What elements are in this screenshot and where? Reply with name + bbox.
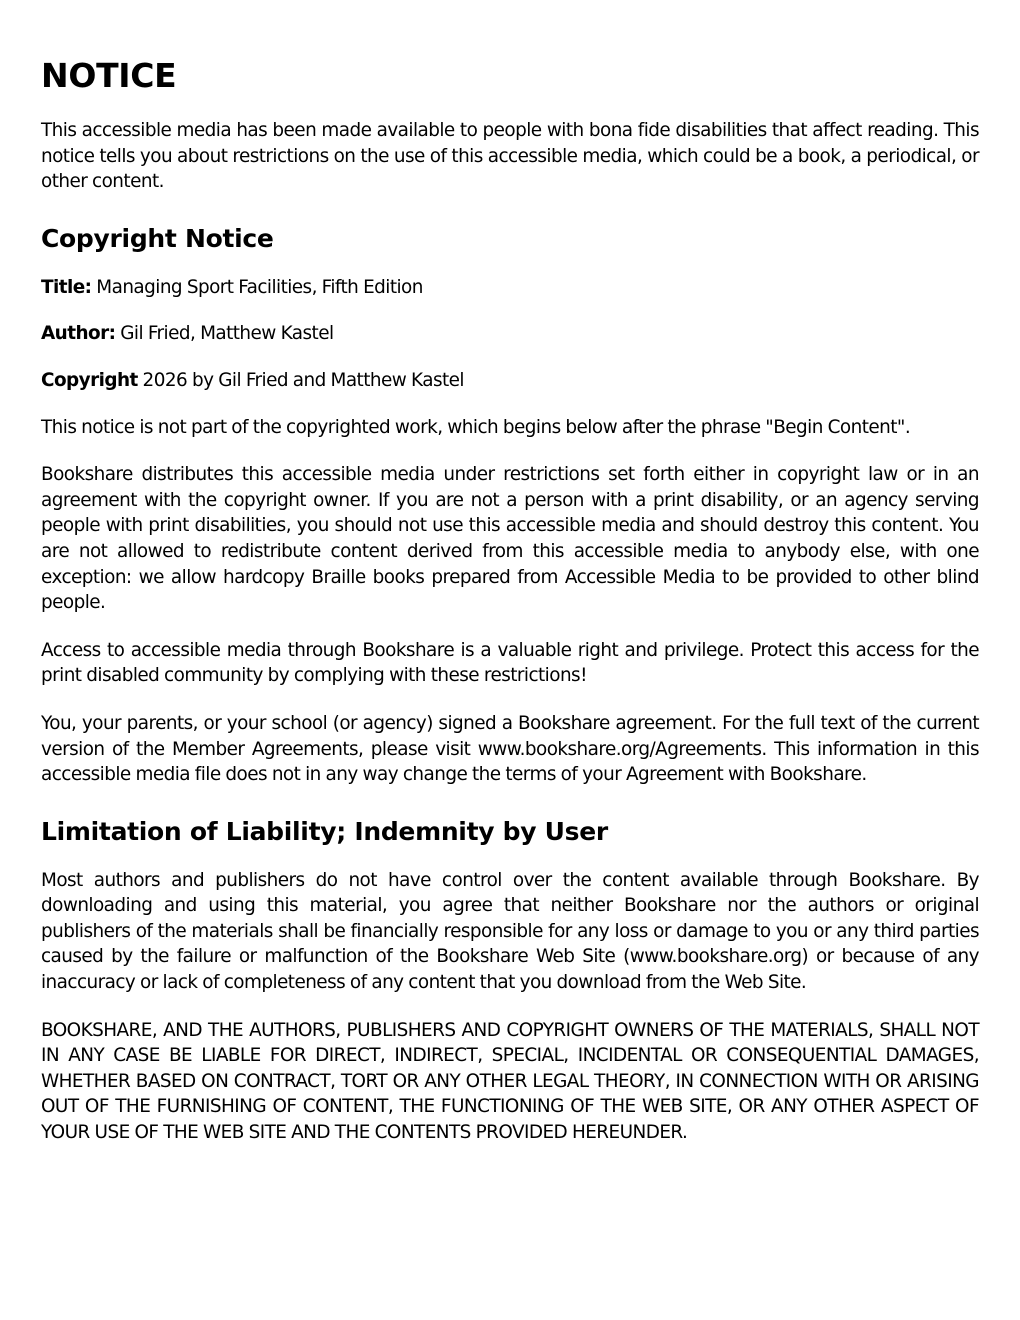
distribution-restrictions-paragraph: Bookshare distributes this accessible media under restrictions set forth either in copyright law or in an agreement with the copyright owner. If you are not a person with a print disability, or an agency serving people with print disabilities, you should not use this accessible media and should destroy this content. You are not allowed to redistribute content derived from this accessible media to anybody else, with one exception: we allow hardcopy Braille books prepared from Accessible Media to be provided to other blind people.: [41, 464, 979, 614]
title-line: [41, 275, 979, 301]
liability-heading: Limitation of Liability; Indemnity by User: [41, 816, 608, 846]
access-privilege-paragraph: Access to accessible media through Bookshare is a valuable right and privilege. Protect this access for the print disabled community by complying with these restrictions!: [41, 639, 979, 687]
copyright-line: [41, 368, 979, 394]
author-line: [41, 321, 979, 347]
copyright-label: Copyright: [41, 369, 138, 391]
title-label: Title:: [41, 276, 92, 298]
copyright-value: 2026 by Gil Fried and Matthew Kastel: [137, 369, 464, 391]
author-label: Author:: [41, 323, 116, 345]
begin-content-paragraph: This notice is not part of the copyrighted work, which begins below after the phrase "Begin Content".: [41, 416, 911, 438]
copyright-notice-heading: Copyright Notice: [41, 223, 274, 253]
notice-intro-paragraph: This accessible media has been made available to people with bona fide disabilities that affect reading. This notice tells you about restrictions on the use of this accessible media, which could be a book, a periodical, or other content.: [41, 120, 979, 193]
author-value: Gil Fried, Matthew Kastel: [115, 323, 334, 345]
title-value: Managing Sport Facilities, Fifth Edition: [91, 276, 423, 298]
disclaimer-paragraph: BOOKSHARE, AND THE AUTHORS, PUBLISHERS AND COPYRIGHT OWNERS OF THE MATERIALS, SHALL NOT IN ANY CASE BE LIABLE FOR DIRECT, INDIRECT, SPECIAL, INCIDENTAL OR CONSEQUENTIAL DAMAGES, WHETHER BASED ON CONTRACT, TORT OR ANY OTHER LEGAL THEORY, IN CONNECTION WITH OR ARISING OUT OF THE FURNISHING OF CONTENT, THE FUNCTIONING OF THE WEB SITE, OR ANY OTHER ASPECT OF YOUR USE OF THE WEB SITE AND THE CONTENTS PROVIDED HEREUNDER.: [41, 1019, 979, 1144]
member-agreement-paragraph: You, your parents, or your school (or agency) signed a Bookshare agreement. For the full text of the current version of the Member Agreements, please visit www.bookshare.org/Agreements. This information in this accessible media file does not in any way change the terms of your Agreement with Bookshare.: [41, 712, 979, 786]
notice-heading: NOTICE: [41, 56, 177, 95]
liability-paragraph: Most authors and publishers do not have control over the content available through Bookshare. By downloading and using this material, you agree that neither Bookshare nor the authors or original publishers of the materials shall be financially responsible for any loss or damage to you or any third parties caused by the failure or malfunction of the Bookshare Web Site (www.bookshare.org) or because of any inaccuracy or lack of completeness of any content that you download from the Web Site.: [41, 869, 979, 994]
